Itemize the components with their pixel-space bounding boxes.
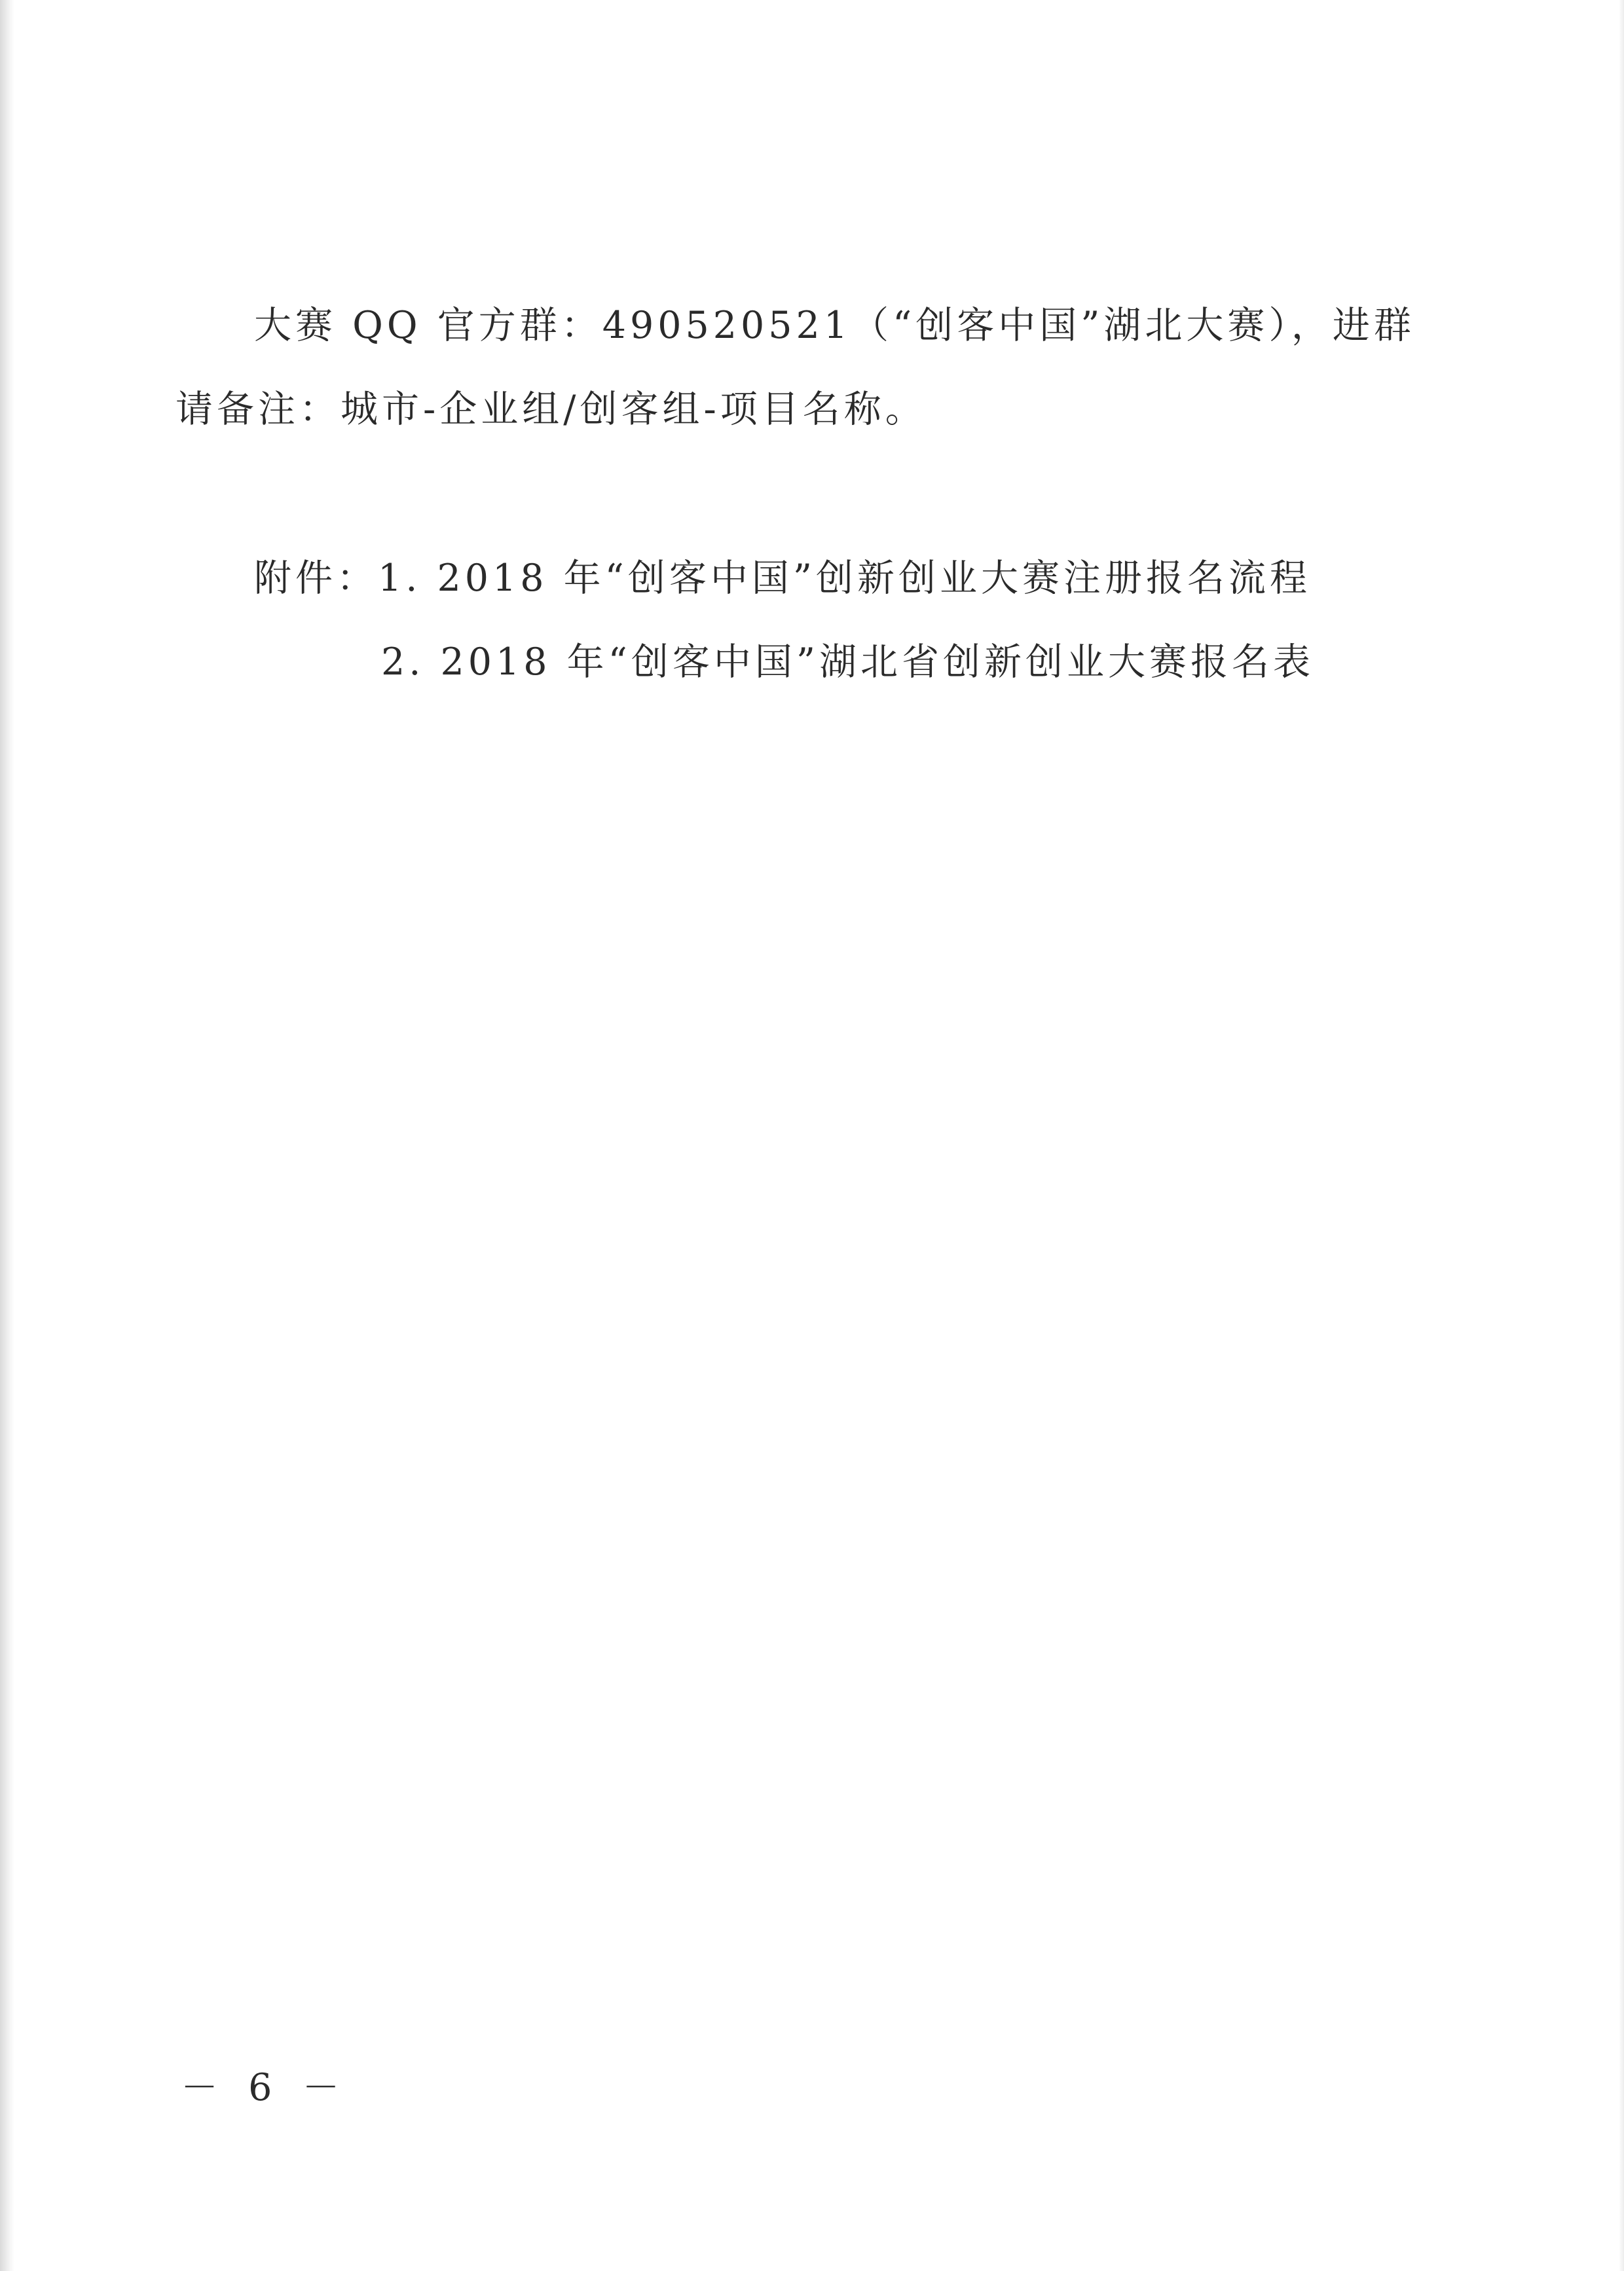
qq-group-line: 大赛 QQ 官方群：490520521（“创客中国”湖北大赛），进群 bbox=[254, 304, 1415, 347]
scan-edge-right bbox=[1619, 0, 1624, 2271]
scan-edge-left bbox=[0, 0, 14, 2271]
page-number: － 6 － bbox=[181, 2066, 349, 2109]
attachment-item-2: 2. 2018 年“创客中国”湖北省创新创业大赛报名表 bbox=[381, 640, 1314, 684]
join-note-line: 请备注：城市-企业组/创客组-项目名称。 bbox=[175, 388, 927, 431]
attachment-item-1: 附件：1. 2018 年“创客中国”创新创业大赛注册报名流程 bbox=[254, 557, 1311, 600]
